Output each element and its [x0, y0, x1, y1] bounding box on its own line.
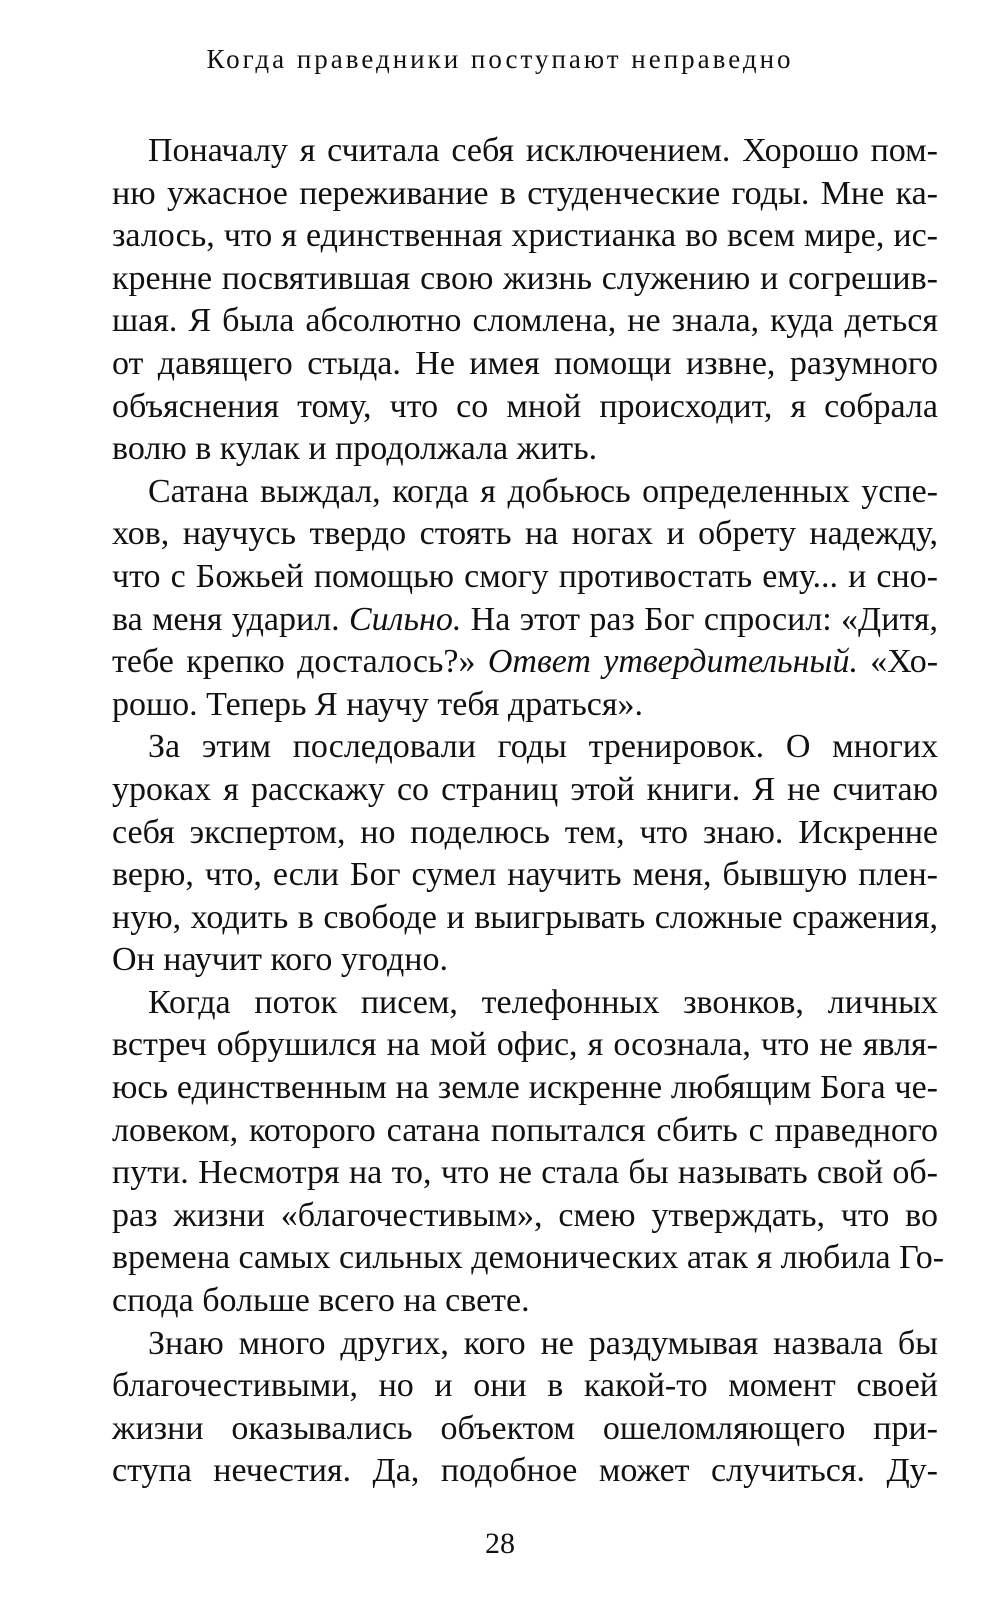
- italic-emphasis: Сильно.: [348, 600, 462, 638]
- text-line: Сатана выждал, когда я добьюсь определенных успе-: [148, 472, 938, 510]
- text-line: юсь единственным на земле искренне любящим Бога че-: [112, 1069, 938, 1107]
- text-segment: «Хо-: [857, 643, 939, 681]
- text-line: что с Божьей помощью смогу противостать ему... и сно-: [112, 557, 938, 595]
- running-head: Когда праведники поступают неправедно: [206, 44, 794, 74]
- italic-emphasis: Ответ утвердительный.: [487, 643, 858, 681]
- text-segment: На этот раз Бог спросил: «Дитя,: [461, 600, 938, 638]
- text-line: встреч обрушился на мой офис, я осознала, что не явля-: [112, 1026, 938, 1064]
- text-line: ню ужасное переживание в студенческие годы. Мне ка-: [112, 174, 938, 212]
- text-line: волю в кулак и продолжала жить.: [112, 430, 598, 468]
- text-line: рошо. Теперь Я научу тебя драться».: [112, 685, 644, 723]
- text-line: ную, ходить в свободе и выигрывать сложные сражения,: [112, 898, 938, 936]
- text-line: Когда поток писем, телефонных звонков, личных: [148, 983, 938, 1021]
- text-line: Знаю много других, кого не раздумывая назвала бы: [148, 1324, 938, 1362]
- text-line: жизни оказывались объектом ошеломляющего при-: [112, 1409, 938, 1447]
- text-line: хов, научусь твердо стоять на ногах и обрету надежду,: [112, 515, 938, 553]
- text-segment: ва меня ударил.: [112, 600, 349, 638]
- body-text: [112, 130, 945, 1493]
- text-line: кренне посвятившая свою жизнь служению и согрешив-: [112, 259, 938, 297]
- text-line: уроках я расскажу со страниц этой книги. Я не считаю: [112, 770, 938, 808]
- text-line: благочестивыми, но и они в какой-то момент своей: [112, 1367, 938, 1405]
- page-number: 28: [485, 1527, 515, 1560]
- text-line: ловеком, которого сатана попытался сбить с праведного: [112, 1111, 938, 1149]
- text-line: себя экспертом, но поделюсь тем, что знаю. Искренне: [112, 813, 938, 851]
- text-line: времена самых сильных демонических атак я любила Го-: [112, 1239, 945, 1277]
- text-line: Поначалу я считала себя исключением. Хорошо пом-: [148, 132, 938, 169]
- text-segment: тебе крепко досталось?»: [112, 643, 488, 681]
- text-line-mixed: [112, 599, 938, 642]
- text-line: верю, что, если Бог сумел научить меня, бывшую плен-: [112, 856, 938, 894]
- text-line: объяснения тому, что со мной происходит, я собрала: [112, 387, 938, 425]
- text-line: спода больше всего на свете.: [112, 1282, 530, 1320]
- text-line: раз жизни «благочестивым», смею утверждать, что во: [112, 1196, 938, 1234]
- text-line-mixed: [112, 641, 938, 684]
- text-line: от давящего стыда. Не имея помощи извне, разумного: [112, 344, 938, 382]
- text-line: ступа нечестия. Да, подобное может случиться. Ду-: [112, 1452, 938, 1490]
- text-line: залось, что я единственная христианка во всем мире, ис-: [112, 217, 938, 255]
- text-line: Он научит кого угодно.: [112, 941, 448, 979]
- text-line: шая. Я была абсолютно сломлена, не знала, куда деться: [112, 302, 938, 340]
- text-line: пути. Несмотря на то, что не стала бы называть свой об-: [112, 1154, 938, 1192]
- text-line: За этим последовали годы тренировок. О многих: [148, 728, 938, 766]
